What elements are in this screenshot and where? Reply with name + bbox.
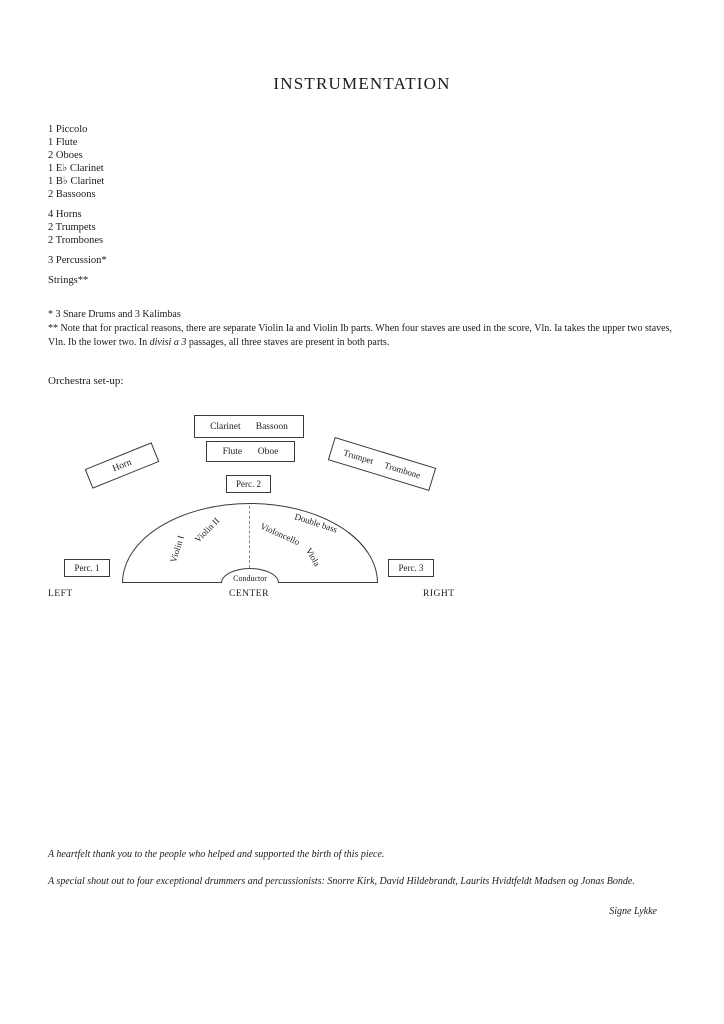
perc2-box [226,475,271,493]
footnote-strings-text: passages, all three staves are present in both parts. [186,336,390,348]
shout-out-line: A special shout out to four exceptional drummers and percussionists: Snorre Kirk, David Hildebrandt, Laurits Hvidtfeldt Madsen og Jonas Bonde. [48,876,635,887]
instrument-line: 2 Trumpets [48,222,96,233]
stage-center-label: CENTER [229,589,269,599]
oboe-label: Oboe [257,446,279,457]
perc3-label: Perc. 3 [398,563,424,573]
instrument-line: 1 B♭ Clarinet [48,176,105,187]
violin1-label: Violin I [168,534,186,564]
stage-right-label: RIGHT [423,589,455,599]
flute-oboe-box [206,441,295,462]
center-dashed-line [249,506,250,568]
trumpet-label: Trumpet [342,447,375,467]
trombone-label: Trombone [383,460,422,481]
setup-heading: Orchestra set-up: [48,375,124,387]
footnote-strings-text: ** Note that for practical reasons, there are separate Violin Ia and Violin Ib parts. When four staves are used in the score, Vln. Ia takes the upper two staves, Vln. Ib the lower two. In [48,323,672,348]
perc3-box [388,559,434,577]
instrument-line: 1 Piccolo [48,124,88,135]
trumpet-trombone-box [328,437,436,491]
conductor-label: Conductor [233,574,267,583]
violin2-label: Violin II [192,515,222,545]
instrument-list [48,123,107,294]
flute-label: Flute [222,446,243,457]
footnote-strings-italic: divisi a 3 [149,336,187,348]
footnote-percussion: * 3 Snare Drums and 3 Kalimbas [48,309,181,320]
horn-label: Horn [111,457,133,474]
instrument-line: 1 Flute [48,137,78,148]
woodwind-group [48,123,107,201]
clarinet-bassoon-box [194,415,304,438]
viola-label: Viola [303,546,323,568]
instrument-line: 2 Oboes [48,150,83,161]
violoncello-label: Violoncello [258,520,302,548]
thank-you-line: A heartfelt thank you to the people who helped and supported the birth of this piece. [48,849,385,860]
clarinet-label: Clarinet [210,421,241,432]
page-title: INSTRUMENTATION [273,74,451,93]
signature: Signe Lykke [609,906,657,917]
instrument-line: 1 E♭ Clarinet [48,163,104,174]
instrument-line: Strings** [48,275,89,286]
instrument-line: 4 Horns [48,209,82,220]
instrument-line: 2 Bassoons [48,189,96,200]
horn-box [85,442,160,488]
perc1-label: Perc. 1 [74,563,100,573]
instrument-line: 2 Trombones [48,235,104,246]
perc1-box [64,559,110,577]
strings-group [48,274,107,287]
bassoon-label: Bassoon [255,421,288,432]
instrument-line: 3 Percussion* [48,255,107,266]
stage-left-label: LEFT [48,589,73,599]
double-bass-label: Double bass [293,511,339,535]
brass-group [48,208,107,247]
footnote-strings [48,322,680,349]
percussion-group [48,254,107,267]
perc2-label: Perc. 2 [236,479,261,489]
